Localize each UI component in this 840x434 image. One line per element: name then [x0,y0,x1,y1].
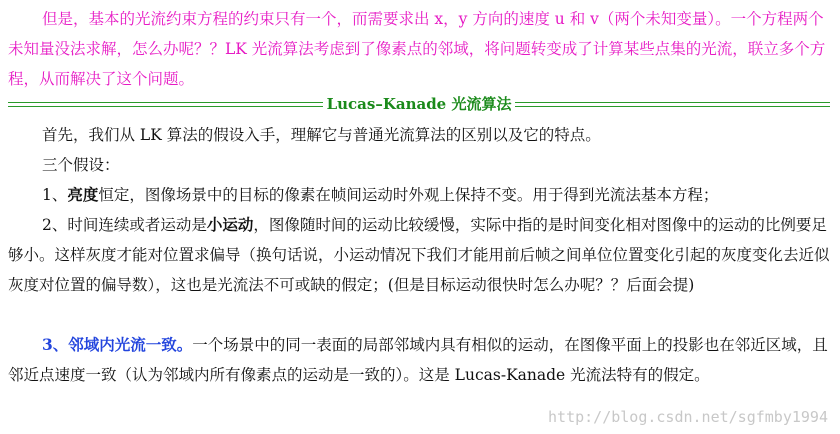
intro-paragraph [8,4,830,94]
first-paragraph [8,120,830,150]
assumption-2-keyword: 小运动 [206,215,254,234]
first-text: 首先，我们从 LK 算法的假设入手，理解它与普通光流算法的区别以及它的特点。 [42,126,601,144]
assumptions-label [8,150,830,180]
assumption-2-prefix: 2、时间连续或者运动是 [42,216,207,234]
assumption-3-keyword: 3、邻域内光流一致。 [42,335,193,354]
section-title: Lucas–Kanade 光流算法 [326,95,512,113]
assumption-1-keyword: 亮度 [67,185,99,204]
assumption-1 [8,180,830,210]
assumptions-label-text: 三个假设： [42,156,120,174]
divider-rule-right [515,102,830,107]
section-divider [8,94,830,114]
assumption-1-prefix: 1、 [42,186,68,204]
assumption-2 [8,210,830,300]
watermark-url: http://blog.csdn.net/sgfmby1994 [548,408,828,426]
assumption-2-text: ，图像随时间的运动比较缓慢，实际中指的是时间变化相对图像中的运动的比例要足够小。这样灰度才能对位置求偏导（换句话说，小运动情况下我们才能用前后帧之间单位位置变化引起的灰度变化去近似灰度对位置的偏导数），这也是光流法不可或缺的假定；(但是目标运动很快时怎么办呢？？后面会提) [8,216,830,294]
intro-text: 但是，基本的光流约束方程的约束只有一个，而需要求出 x，y 方向的速度 u 和 v（两个未知变量）。一个方程两个未知量没法求解，怎么办呢？？LK 光流算法考虑到了像素点的邻域，将问题转变成了计算某些点集的光流，联立多个方程，从而解决了这个问题。 [8,10,826,88]
assumption-3 [8,330,830,390]
divider-rule-left [8,102,323,107]
assumption-1-text: 恒定，图像场景中的目标的像素在帧间运动时外观上保持不变。用于得到光流法基本方程； [98,186,719,204]
assumption-3-text: 一个场景中的同一表面的局部邻域内具有相似的运动，在图像平面上的投影也在邻近区域，且邻近点速度一致（认为邻域内所有像素点的运动是一致的）。这是 Lucas-Kanade 光流法特有的假定。 [8,336,828,384]
